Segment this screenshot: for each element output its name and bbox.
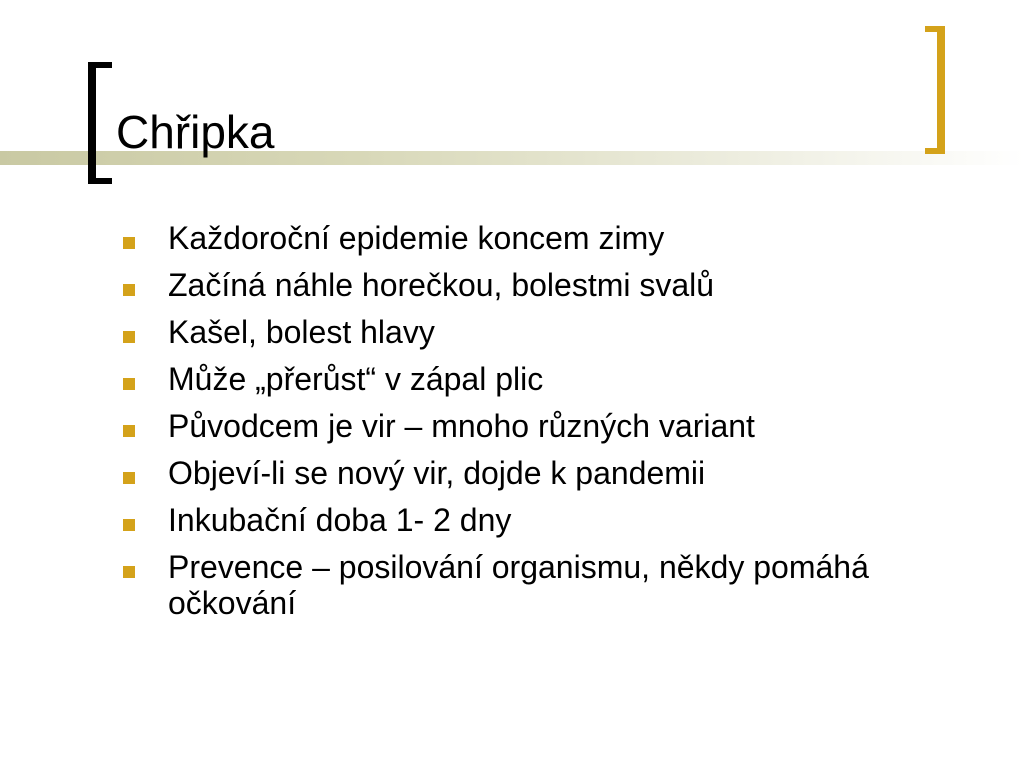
bullet-item [120, 502, 920, 538]
bullet-item [120, 408, 920, 444]
square-bullet-icon [123, 378, 135, 390]
bullet-item [120, 314, 920, 350]
bullet-item [120, 455, 920, 491]
square-bullet-icon [123, 519, 135, 531]
bullet-item [120, 549, 920, 621]
square-bullet-icon [123, 331, 135, 343]
square-bullet-icon [123, 472, 135, 484]
bullet-item [120, 361, 920, 397]
bullet-text: Objeví-li se nový vir, dojde k pandemii [168, 455, 706, 491]
right-bracket-icon [937, 26, 945, 154]
left-bracket-bottom [88, 178, 112, 184]
square-bullet-icon [123, 566, 135, 578]
bullet-text: Kašel, bolest hlavy [168, 314, 435, 350]
left-bracket-top [88, 62, 112, 68]
left-bracket-icon [88, 62, 96, 184]
right-bracket-bottom [925, 148, 945, 154]
bullet-text: Začíná náhle horečkou, bolestmi svalů [168, 267, 715, 303]
bullet-list [120, 220, 920, 632]
bullet-text: Každoroční epidemie koncem zimy [168, 220, 665, 256]
square-bullet-icon [123, 237, 135, 249]
bullet-item [120, 220, 920, 256]
square-bullet-icon [123, 425, 135, 437]
bullet-text: Inkubační doba 1- 2 dny [168, 502, 512, 538]
slide-title: Chřipka [116, 106, 275, 158]
bullet-text: Prevence – posilování organismu, někdy pomáhá očkování [168, 549, 869, 621]
right-bracket-top [925, 26, 945, 32]
square-bullet-icon [123, 284, 135, 296]
bullet-text: Může „přerůst“ v zápal plic [168, 361, 544, 397]
bullet-text: Původcem je vir – mnoho různých variant [168, 408, 755, 444]
bullet-item [120, 267, 920, 303]
